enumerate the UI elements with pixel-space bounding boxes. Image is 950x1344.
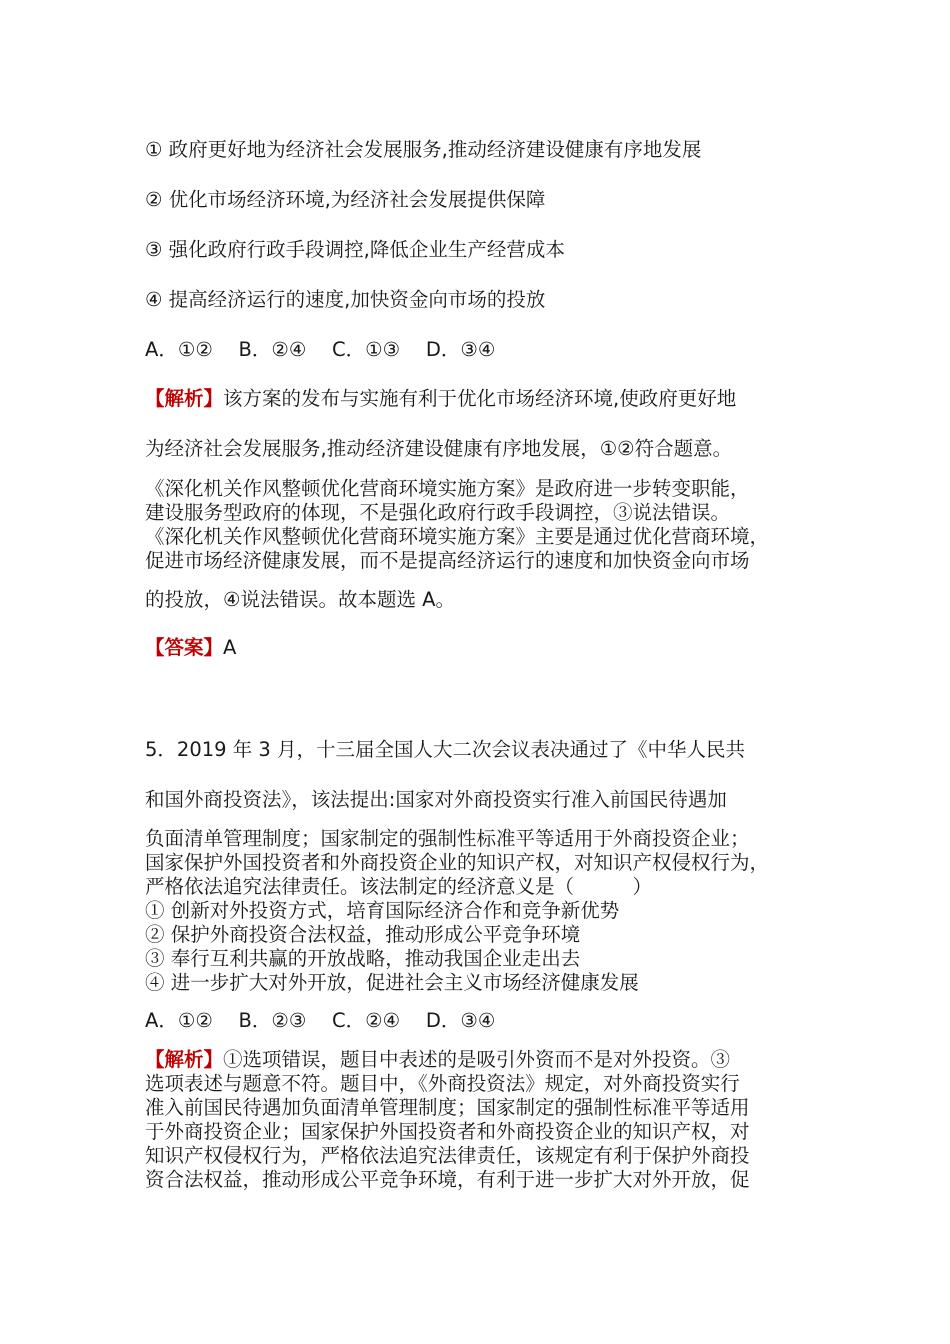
q4-analysis-line: 促进市场经济健康发展，而不是提高经济运行的速度和加快资金向市场 [145,549,750,572]
q5-stem-line: 5．2019 年 3 月，十三届全国人大二次会议表决通过了《中华人民共 [145,738,746,761]
q5-stem-line: 和国外商投资法》，该法提出:国家对外商投资实行准入前国民待遇加 [145,788,727,811]
q4-analysis-line: 《深化机关作风整顿优化营商环境实施方案》是政府进一步转变职能， [145,477,750,500]
q4-analysis-label: 【解析】 [145,387,224,410]
q5-analysis-line: 于外商投资企业；国家保护外国投资者和外商投资企业的知识产权，对 [145,1120,750,1143]
q5-analysis-line: 准入前国民待遇加负面清单管理制度；国家制定的强制性标准平等适用 [145,1096,750,1119]
q4-choices: A．①② B．②④ C．①③ D．③④ [145,338,496,361]
q4-answer-label: 【答案】 [145,636,224,659]
q5-option-4: ④ 进一步扩大对外开放，促进社会主义市场经济健康发展 [145,971,639,994]
q5-analysis-line: 选项表述与题意不符。题目中，《外商投资法》规定，对外商投资实行 [145,1072,740,1095]
q4-analysis-line: 为经济社会发展服务,推动经济建设健康有序地发展，①②符合题意。 [145,437,733,460]
q5-analysis-line: 知识产权侵权行为，严格依法追究法律责任，该规定有利于保护外商投 [145,1144,750,1167]
q5-stem-line: 负面清单管理制度；国家制定的强制性标准平等适用于外商投资企业； [145,827,750,850]
q4-option-2: ② 优化市场经济环境,为经济社会发展提供保障 [145,188,546,211]
q5-option-2: ② 保护外商投资合法权益，推动形成公平竞争环境 [145,923,581,946]
q4-option-1: ① 政府更好地为经济社会发展服务,推动经济建设健康有序地发展 [145,138,702,161]
q5-stem-line: 国家保护外国投资者和外商投资企业的知识产权，对知识产权侵权行为， [145,851,770,874]
q5-choices: A．①② B．②③ C．②④ D．③④ [145,1009,496,1032]
q5-analysis-label: 【解析】 [145,1048,224,1071]
q4-analysis-line: 《深化机关作风整顿优化营商环境实施方案》主要是通过优化营商环境， [145,525,770,548]
q4-analysis-line: 建设服务型政府的体现，不是强化政府行政手段调控，③说法错误。 [145,501,731,524]
q4-analysis-text: 该方案的发布与实施有利于优化市场经济环境,使政府更好地 [223,387,737,410]
q4-option-3: ③ 强化政府行政手段调控,降低企业生产经营成本 [145,238,565,261]
q4-answer-line [145,636,236,660]
q5-stem-line: 严格依法追究法律责任。该法制定的经济意义是（ ） [145,875,653,898]
q5-option-3: ③ 奉行互利共赢的开放战略，推动我国企业走出去 [145,947,581,970]
q5-analysis-line: 资合法权益，推动形成公平竞争环境，有利于进一步扩大对外开放，促 [145,1168,750,1191]
q5-analysis-line [145,1048,730,1072]
q4-analysis-line: 的投放，④说法错误。故本题选 A。 [145,588,456,611]
q4-option-4: ④ 提高经济运行的速度,加快资金向市场的投放 [145,288,546,311]
q5-analysis-text: ①选项错误，题目中表述的是吸引外资而不是对外投资。③ [223,1048,731,1071]
q4-answer-value: A [223,636,237,659]
q4-analysis-line [145,387,736,411]
q5-option-1: ① 创新对外投资方式，培育国际经济合作和竞争新优势 [145,899,620,922]
